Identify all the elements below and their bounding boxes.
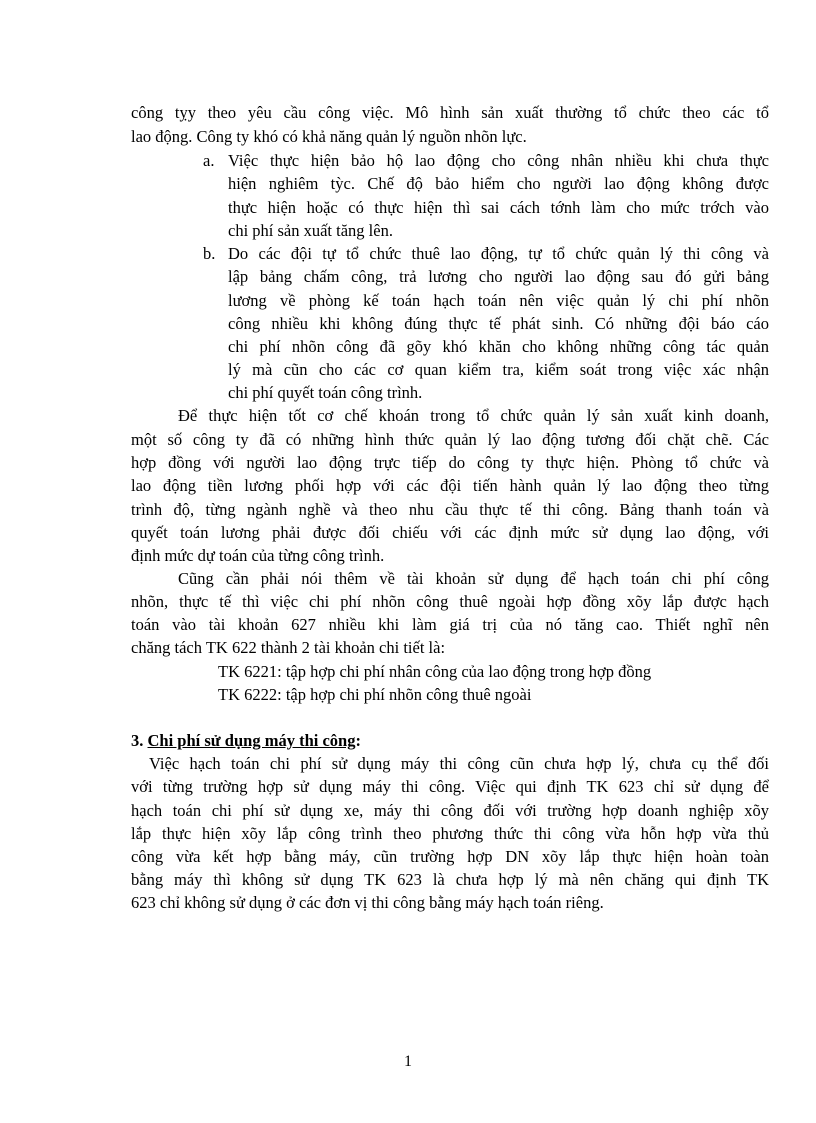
paragraph-line: hợp đồng với người lao động trực tiếp do công ty thực hiện. Phòng tổ chức và (131, 453, 769, 472)
list-item-line: hiện nghiêm tỳc. Chế độ bảo hiểm cho người lao động không được (228, 174, 769, 193)
list-item-line: chi phí sản xuất tăng lên. (228, 221, 393, 240)
list-item-line: chi phí quyết toán công trình. (228, 383, 423, 402)
paragraph-line: định mức dự toán của từng công trình. (131, 546, 385, 565)
paragraph-line: lao động tiền lương phối hợp với các đội tiến hành quản lý lao động theo từng (131, 476, 769, 495)
paragraph-line: Việc hạch toán chi phí sử dụng máy thi công cũn chưa hợp lý, chưa cụ thể đối (149, 754, 769, 773)
paragraph-line: 623 chỉ không sử dụng ở các đơn vị thi công bằng máy hạch toán riêng. (131, 893, 604, 912)
paragraph-line: bằng máy thì không sử dụng TK 623 là chưa hợp lý mà nên chăng qui định TK (131, 870, 769, 889)
section-title-suffix: : (355, 731, 361, 750)
list-item-line: Việc thực hiện bảo hộ lao động cho công nhân nhiều khi chưa thực (228, 151, 769, 170)
account-line: TK 6222: tập hợp chi phí nhõn công thuê ngoài (218, 685, 532, 704)
list-item-line: Do các đội tự tổ chức thuê lao động, tự tổ chức quản lý thi công và (228, 244, 769, 263)
paragraph-line: lao động. Công ty khó có khả năng quản lý nguồn nhõn lực. (131, 127, 527, 146)
list-item-line: lập bảng chấm công, trả lương cho người lao động sau đó gửi bảng (228, 267, 769, 286)
paragraph-line: công tỵy theo yêu cầu công việc. Mô hình sản xuất thường tổ chức theo các tổ (131, 103, 769, 122)
paragraph-line: chăng tách TK 622 thành 2 tài khoản chi tiết là: (131, 638, 446, 657)
paragraph-line: một số công ty đã có những hình thức quản lý lao động tương đối chặt chẽ. Các (131, 430, 769, 449)
paragraph-line: toán vào tài khoản 627 nhiều khi làm giá trị của nó tăng cao. Thiết nghĩ nên (131, 615, 769, 634)
section-title: Chi phí sử dụng máy thi công (147, 731, 356, 750)
paragraph-line: với từng trường hợp sử dụng máy thi công. Việc qui định TK 623 chỉ sử dụng để (131, 777, 769, 796)
paragraph-line: trình độ, từng ngành nghề và theo nhu cầu thực tế thi công. Bảng thanh toán và (131, 500, 769, 519)
paragraph-line: nhõn, thực tế thì việc chi phí nhõn công thuê ngoài hợp đồng xõy lắp được hạch (131, 592, 769, 611)
list-item-line: chi phí nhõn công đã gõy khó khăn cho không những công tác quản (228, 337, 769, 356)
paragraph-line: Để thực hiện tốt cơ chế khoán trong tổ chức quản lý sản xuất kinh doanh, (178, 406, 769, 425)
list-item-line: lý mà cũn cho các cơ quan kiểm tra, kiểm soát trong việc xác nhận (228, 360, 769, 379)
paragraph-line: lắp thực hiện xõy lắp công trình theo phương thức thi công vừa hỗn hợp vừa thủ (131, 824, 769, 843)
page-number: 1 (404, 1053, 412, 1070)
paragraph-line: công vừa kết hợp bằng máy, cũn trường hợp DN xõy lắp thực hiện hoàn toàn (131, 847, 769, 866)
account-line: TK 6221: tập hợp chi phí nhân công của lao động trong hợp đồng (218, 662, 652, 681)
list-item-line: công nhiều khi không đúng thực tế phát sinh. Có những đội báo cáo (228, 314, 769, 333)
section-number: 3. (131, 731, 148, 750)
list-item-line: thực hiện hoặc có thực hiện thì sai cách tớnh làm cho mức trớch vào (228, 198, 769, 217)
list-marker: a. (203, 151, 215, 170)
section-heading (131, 730, 361, 753)
list-item-line: lương về phòng kế toán hạch toán nên việc quản lý chi phí nhõn (228, 291, 769, 310)
paragraph-line: quyết toán lương phải được đối chiếu với các định mức sử dụng lao động, với (131, 523, 769, 542)
list-marker: b. (203, 244, 216, 263)
paragraph-line: Cũng cần phải nói thêm về tài khoản sử dụng để hạch toán chi phí công (178, 569, 769, 588)
paragraph-line: hạch toán chi phí sử dụng xe, máy thi công đối với trường hợp doanh nghiệp xõy (131, 801, 769, 820)
